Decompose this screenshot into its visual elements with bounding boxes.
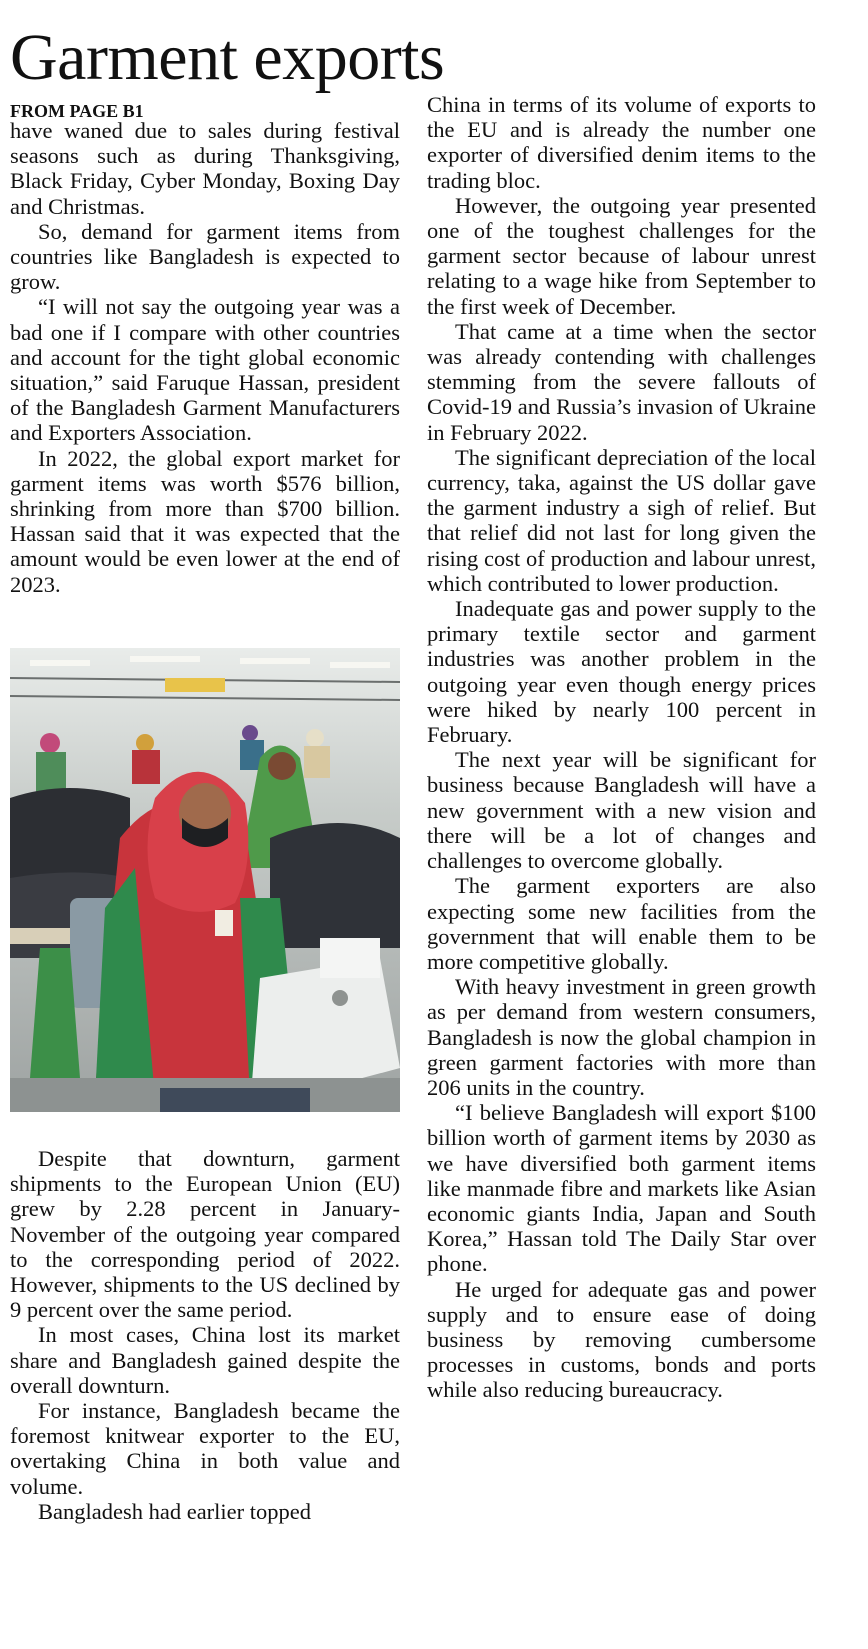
paragraph: So, demand for garment items from countries like Bangladesh is expected to grow. [10,218,400,295]
right-column [427,92,816,1403]
paragraph: The next year will be significant for business because Bangladesh will have a new government with a new vision and there will be a lot of changes and challenges to overcome globally. [427,747,816,874]
left-column-top [10,118,400,597]
paragraph: Inadequate gas and power supply to the primary textile sector and garment industries was another problem in the outgoing year even though energy prices were hiked by nearly 100 percent in February. [427,596,816,748]
paragraph: He urged for adequate gas and power supply and to ensure ease of doing business by removing cumbersome processes in customs, bonds and ports while also reducing bureaucracy. [427,1276,816,1403]
paragraph: With heavy investment in green growth as per demand from western consumers, Bangladesh is now the global champion in green garment factories with more than 206 units in the country. [427,974,816,1100]
garment-factory-photo [10,648,400,1112]
paragraph: The garment exporters are also expecting some new facilities from the government that will enable them to be more competitive globally. [427,873,816,974]
paragraph: That came at a time when the sector was already contending with challenges stemming from the severe fallouts of Covid-19 and Russia’s invasion of Ukraine in February 2022. [427,318,816,445]
paragraph: have waned due to sales during festival seasons such as during Thanksgiving, Black Friday, Cyber Monday, Boxing Day and Christmas. [10,118,400,219]
paragraph: For instance, Bangladesh became the foremost knitwear exporter to the EU, overtaking China in both value and volume. [10,1398,400,1499]
paragraph: China in terms of its volume of exports to the EU and is already the number one exporter of diversified denim items to the trading bloc. [427,92,816,193]
paragraph: “I believe Bangladesh will export $100 billion worth of garment items by 2030 as we have diversified both garment items like manmade fibre and markets like Asian economic giants India, Japan and South Korea,” Hassan told The Daily Star over phone. [427,1100,816,1277]
left-column-bottom [10,1146,400,1524]
paragraph: The significant depreciation of the local currency, taka, against the US dollar gave the garment industry a sigh of relief. But that relief did not last for long given the rising cost of production and labour unrest, which contributed to lower production. [427,444,816,596]
continuation-kicker: FROM PAGE B1 [10,101,144,121]
paragraph: Despite that downturn, garment shipments to the European Union (EU) grew by 2.28 percent in January-November of the outgoing year compared to the corresponding period of 2022. However, shipments to the US declined by 9 percent over the same period. [10,1146,400,1323]
headline: Garment exports [10,21,445,94]
paragraph: However, the outgoing year presented one of the toughest challenges for the garment sector because of labour unrest relating to a wage hike from September to the first week of December. [427,192,816,319]
paragraph: “I will not say the outgoing year was a bad one if I compare with other countries and account for the tight global economic situation,” said Faruque Hassan, president of the Bangladesh Garment Manufacturers and Exporters Association. [10,294,400,446]
paragraph: Bangladesh had earlier topped [38,1498,312,1524]
paragraph: In most cases, China lost its market share and Bangladesh gained despite the overall downturn. [10,1322,400,1398]
paragraph: In 2022, the global export market for garment items was worth $576 billion, shrinking from more than $700 billion. Hassan said that it was expected that the amount would be even lower at the end of 2023. [10,445,400,597]
